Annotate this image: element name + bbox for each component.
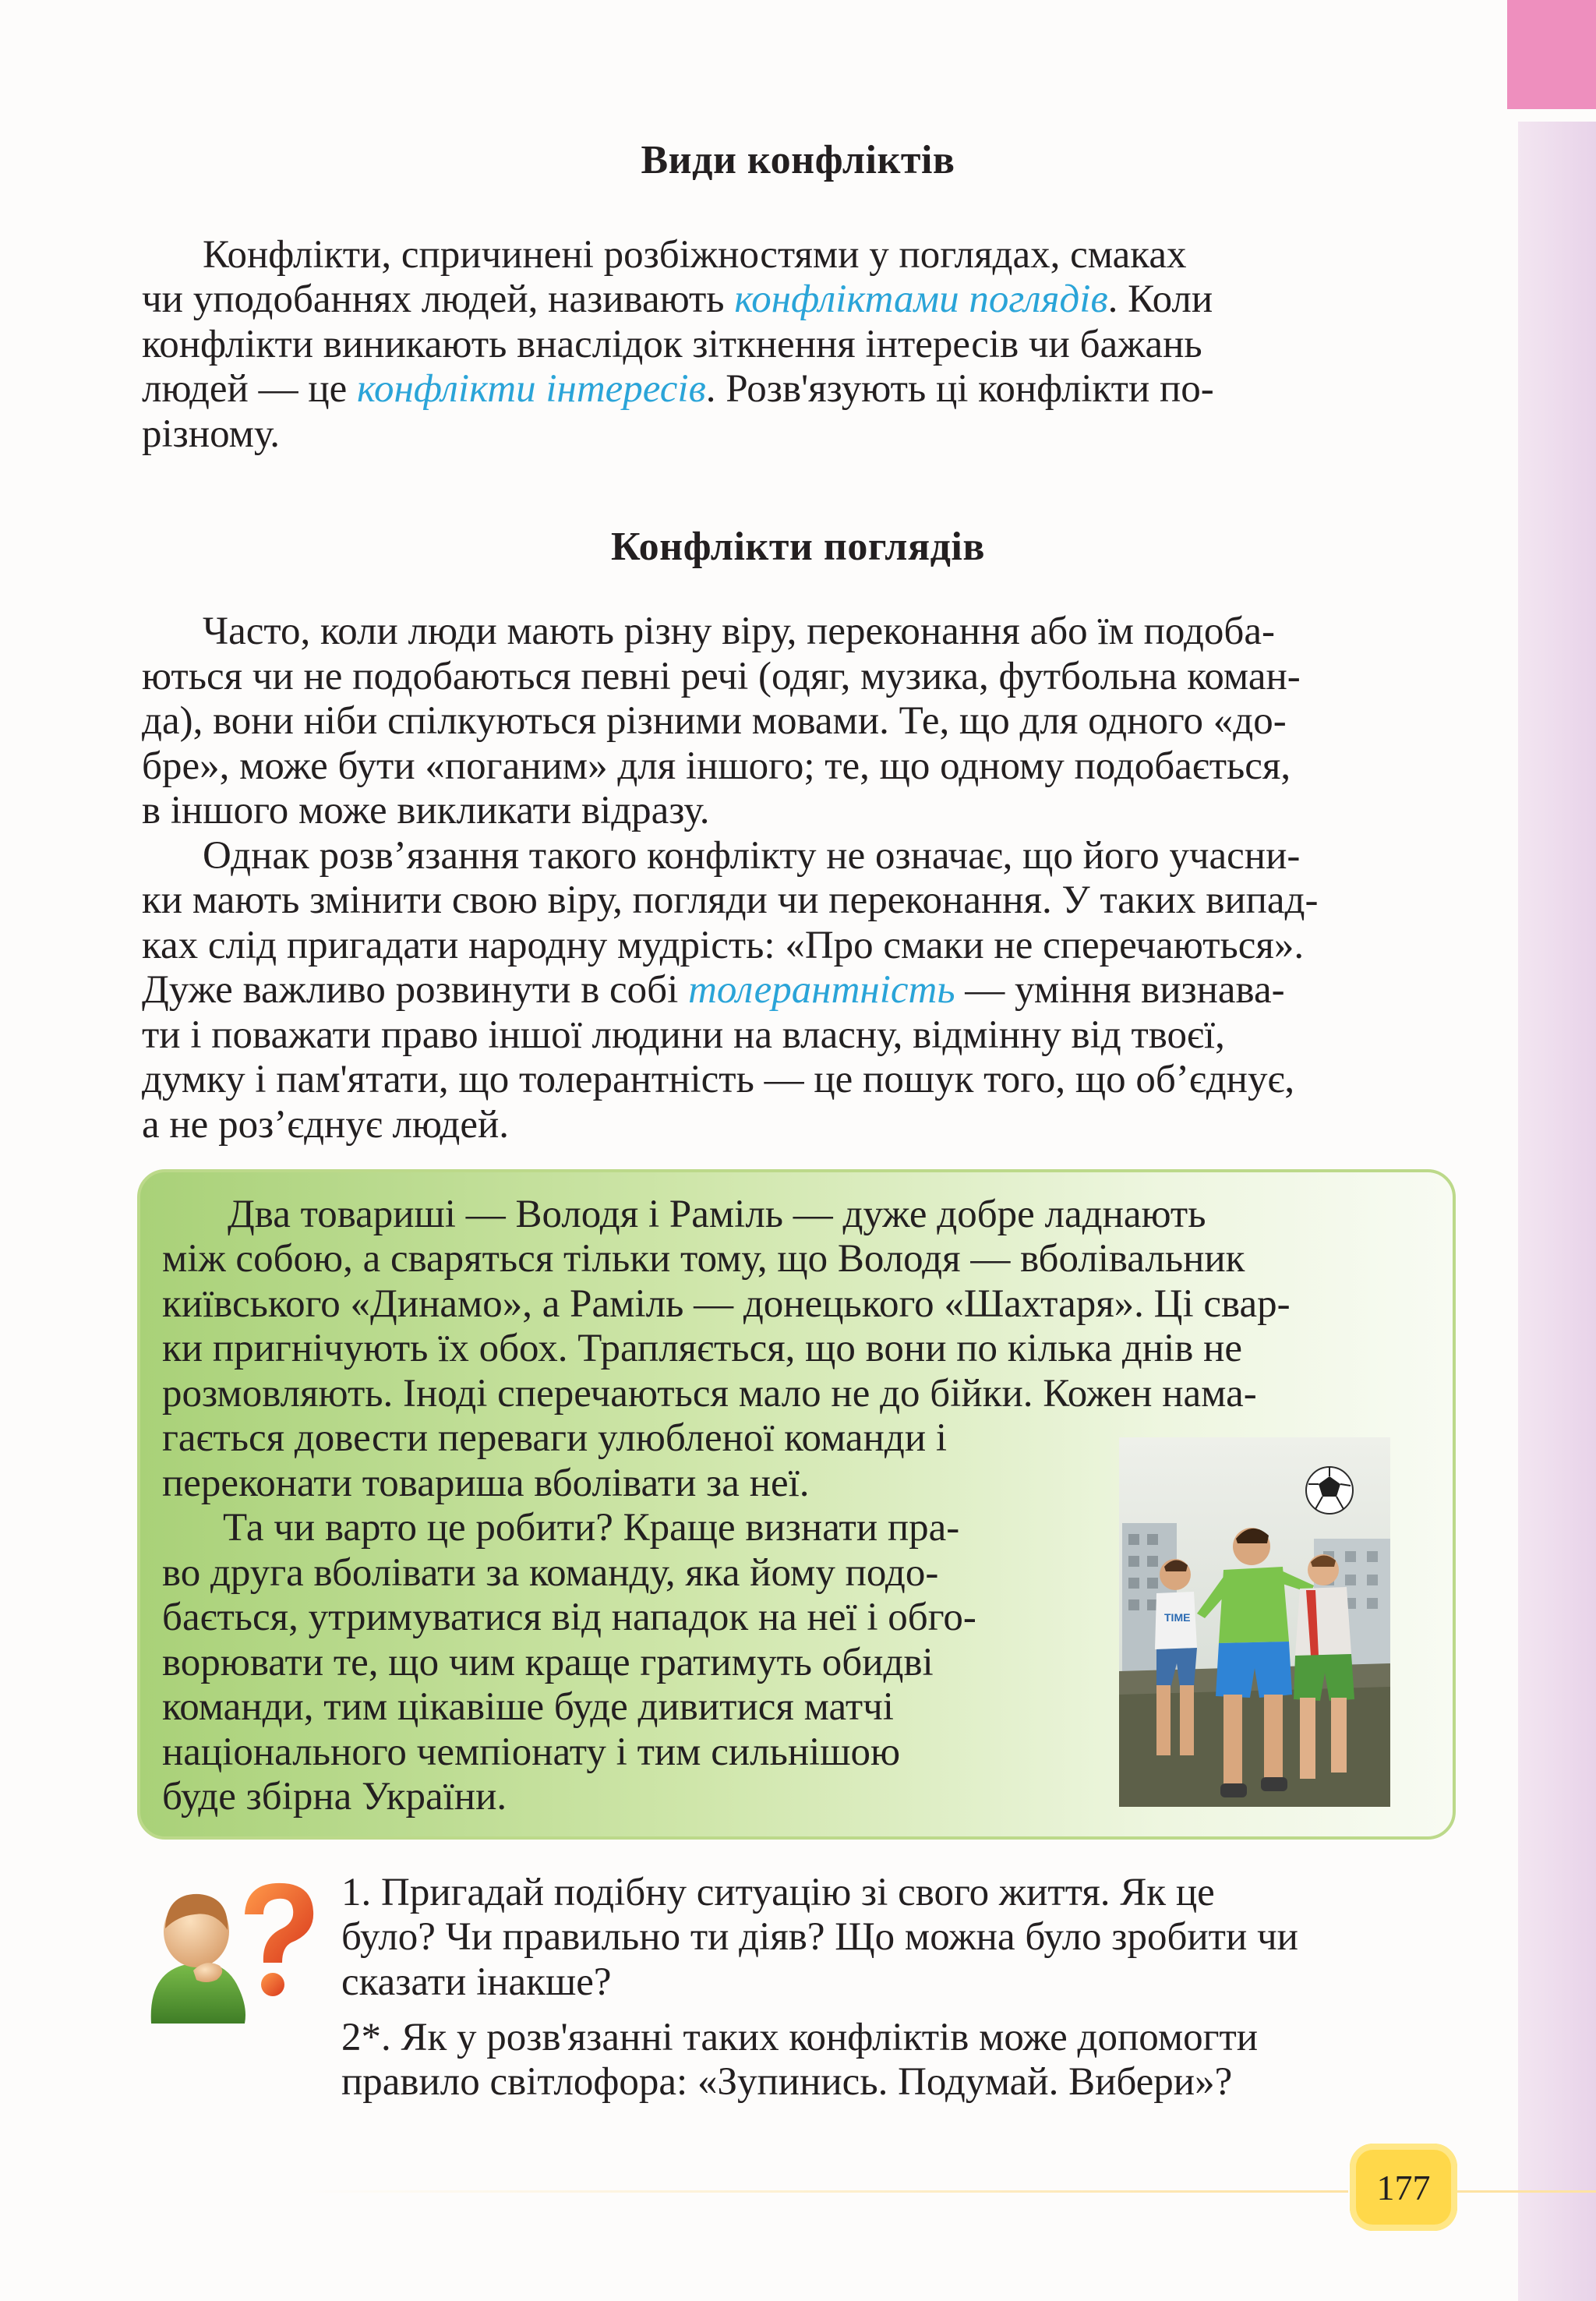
page-edge-strip: [1518, 122, 1596, 2301]
question-2-line: правило світлофора: «Зупинись. Подумай. Вибери»?: [341, 2060, 1233, 2104]
question-1-line: 1. Пригадай подібну ситуацію зі свого життя. Як це: [341, 1871, 1215, 1914]
text-line: да), вони ніби спілкуються різними мовами. Те, що для одного «до-: [142, 699, 1287, 743]
text-line: Та чи варто це робити? Краще визнати пра-: [223, 1506, 960, 1550]
text-line: в іншого може викликати відразу.: [142, 789, 710, 832]
text-line: ються чи не подобаються певні речі (одяг, музика, футбольна коман-: [142, 655, 1301, 698]
term-tolerance: толерантність: [688, 968, 955, 1012]
page-number-badge: [1350, 2144, 1457, 2231]
thinking-person-question-icon: [139, 1871, 326, 2027]
question-2-line: 2*. Як у розв'язанні таких конфліктів може допомогти: [341, 2016, 1259, 2059]
text-line: різному.: [142, 412, 281, 456]
text-line: Конфлікти, спричинені розбіжностями у поглядах, смаках: [203, 233, 1187, 277]
text-line: ки мають змінити свою віру, погляди чи переконання. У таких випад-: [142, 878, 1319, 922]
text-line: команди, тим цікавіше буде дивитися матчі: [162, 1685, 894, 1729]
text-line: ки пригнічують їх обох. Трапляється, що вони по кілька днів не: [162, 1327, 1243, 1370]
text-line: бре», може бути «поганим» для іншого; те, що одному подобається,: [142, 744, 1291, 788]
text-line: переконати товариша вболівати за неї.: [162, 1462, 810, 1505]
text-line: бається, утримуватися від нападок на неї і обго-: [162, 1596, 976, 1639]
page-footer-rule-right: [1457, 2190, 1596, 2193]
text-line: а не роз’єднує людей.: [142, 1103, 510, 1147]
text-line: Дуже важливо розвинути в собі толерантність — уміння визнава-: [142, 968, 1285, 1012]
text-line: гається довести переваги улюбленої команди і: [162, 1416, 948, 1460]
section-heading-types: Види конфліктів: [641, 138, 955, 182]
question-1-line: сказати інакше?: [341, 1960, 612, 2004]
text-line: ти і поважати право іншої людини на власну, відмінну від твоєї,: [142, 1013, 1225, 1057]
page-number: 177: [1376, 2167, 1431, 2207]
page-edge-tab: [1507, 0, 1596, 109]
question-1-line: було? Чи правильно ти діяв? Що можна було зробити чи: [341, 1915, 1298, 1959]
text-line: ках слід пригадати народну мудрість: «Про смаки не сперечаються».: [142, 924, 1305, 967]
text-line: розмовляють. Іноді сперечаються мало не до бійки. Кожен нама-: [162, 1372, 1257, 1416]
section-heading-views: Конфлікти поглядів: [611, 525, 985, 569]
text-line: чи уподобаннях людей, називають конфліктами поглядів. Коли: [142, 277, 1213, 321]
text-line: національного чемпіонату і тим сильнішою: [162, 1730, 901, 1774]
page-footer-rule: [296, 2190, 1348, 2193]
text-line: Однак розв’язання такого конфлікту не означає, що його учасни-: [203, 834, 1301, 878]
text-line: київського «Динамо», а Раміль — донецького «Шахтаря». Ці свар-: [162, 1282, 1291, 1326]
text-line: думку і пам'ятати, що толерантність — це пошук того, що об’єднує,: [142, 1058, 1295, 1101]
text-line: людей — це конфлікти інтересів. Розв'язують ці конфлікти по-: [142, 367, 1214, 411]
text-line: конфлікти виникають внаслідок зіткнення інтересів чи бажань: [142, 323, 1202, 366]
text-line: Часто, коли люди мають різну віру, переконання або їм подоба-: [203, 610, 1275, 653]
term-views-conflicts: конфліктами поглядів: [734, 277, 1108, 321]
text-line: во друга вболівати за команду, яка йому подо-: [162, 1551, 939, 1595]
football-boys-illustration: [1119, 1437, 1390, 1807]
text-line: Два товариші — Володя і Раміль — дуже добре ладнають: [228, 1193, 1206, 1236]
shirt-text: TIME: [1164, 1611, 1191, 1624]
text-line: буде збірна України.: [162, 1775, 507, 1819]
text-line: між собою, а сваряться тільки тому, що Володя — вболівальник: [162, 1237, 1245, 1281]
text-line: ворювати те, що чим краще гратимуть обидві: [162, 1641, 934, 1684]
term-interest-conflicts: конфлікти інтересів: [357, 367, 706, 411]
